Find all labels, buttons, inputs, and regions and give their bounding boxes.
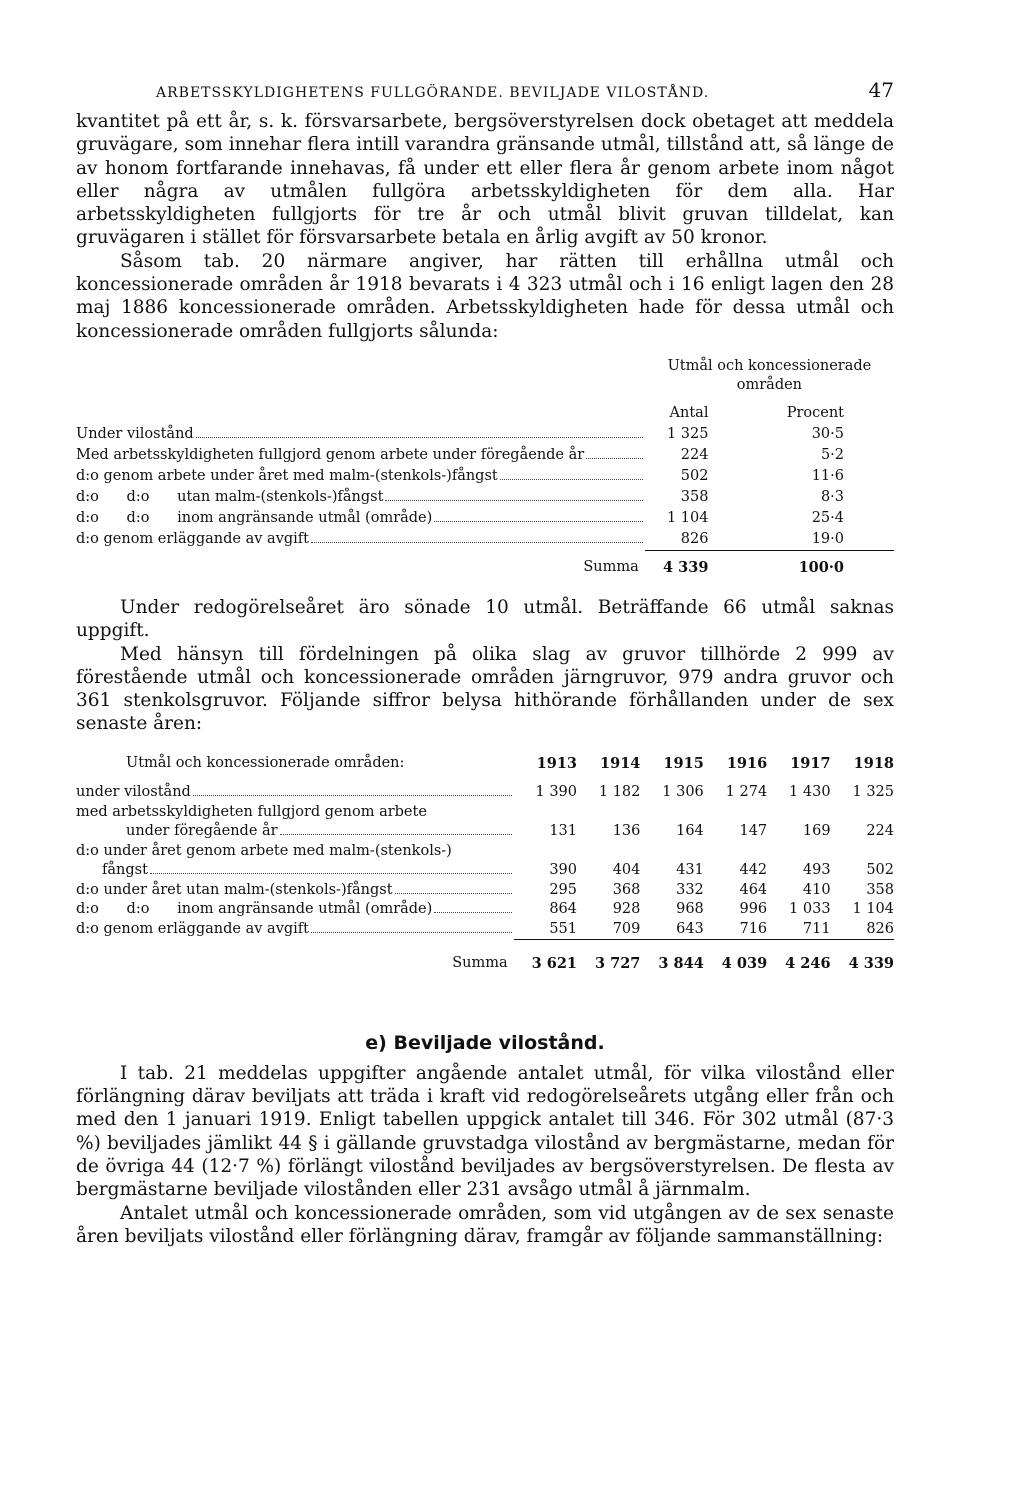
table-row <box>76 487 894 508</box>
table-row <box>76 508 894 529</box>
table2-row-label: under vilostånd <box>76 784 191 801</box>
table2-value: 1 325 <box>852 784 894 801</box>
table-row <box>76 529 894 551</box>
table2-row-label: d:o genom erläggande av avgift <box>76 921 310 938</box>
table-row <box>76 424 894 445</box>
running-title: ARBETSSKYLDIGHETENS FULLGÖRANDE. BEVILJADE VILOSTÅND. <box>156 85 710 101</box>
table1-row-label: d:o d:o utan malm-(stenkols-)fångst <box>76 488 384 505</box>
table2-year: 1914 <box>600 754 641 772</box>
table2-year: 1916 <box>726 754 768 772</box>
table-row <box>76 466 894 487</box>
table2-total: 3 621 <box>531 955 577 973</box>
table2-value: 1 390 <box>535 784 577 801</box>
table2-value: 968 <box>676 901 704 918</box>
table1-antal: 358 <box>680 488 709 505</box>
table2-value: 295 <box>549 881 577 898</box>
table1-total-antal: 4 339 <box>663 558 709 576</box>
table1-procent: 8·3 <box>820 488 844 505</box>
table2-total: 4 246 <box>785 955 831 973</box>
table1-antal: 1 104 <box>666 509 709 526</box>
table2-value: 442 <box>739 862 768 879</box>
table2-value: 131 <box>549 823 577 840</box>
table2-value: 1 274 <box>725 784 768 801</box>
table2-total: 4 039 <box>721 955 768 973</box>
table2-value: 358 <box>866 881 894 898</box>
table1-total-label: Summa <box>583 558 639 575</box>
table2-value: 136 <box>612 823 641 840</box>
paragraph-5: I tab. 21 meddelas uppgifter angående antalet utmål, för vilka vilostånd eller förlängning därav beviljats att träda i kraft vid redogörelseårets utgång eller från och med den 1 januari 1919. Enligt tabellen uppgick antalet till 346. För 302 utmål (87·3 %) beviljades jämlikt 44 § i gällande gruvstadga vilostånd av bergmästarne, medan för de övriga 44 (12·7 %) förlängt vilostånd beviljades av bergsöverstyrelsen. De flesta av bergmästarne beviljade vilostånden eller 231 avsågo utmål å järnmalm. <box>76 1062 894 1201</box>
table2-row-label-line1: med arbetsskyldigheten fullgjord genom arbete <box>76 803 427 820</box>
table2-value: 410 <box>802 881 831 898</box>
table2-year: 1917 <box>790 754 831 772</box>
table-six-years <box>76 754 894 974</box>
table2-value: 826 <box>831 920 894 940</box>
section-heading: e) Beviljade vilostånd. <box>365 1031 605 1054</box>
table2-value: 164 <box>676 823 704 840</box>
table1-antal: 826 <box>645 529 757 551</box>
table1-procent: 11·6 <box>811 467 844 484</box>
table1-row-label: d:o genom erläggande av avgift <box>76 531 310 548</box>
table2-value: 1 033 <box>789 901 831 918</box>
table2-total: 3 844 <box>658 955 704 973</box>
table1-procent: 19·0 <box>756 529 894 551</box>
table1-row-label: d:o genom arbete under året med malm-(stenkols-)fångst <box>76 467 498 484</box>
table-row <box>76 900 894 920</box>
table2-year: 1913 <box>536 754 577 772</box>
table-row <box>76 920 894 940</box>
table1-antal: 1 325 <box>666 425 709 442</box>
table2-row-label: fångst <box>102 862 148 879</box>
table2-value: 404 <box>612 862 641 879</box>
table1-row-label: d:o d:o inom angränsande utmål (område) <box>76 509 433 526</box>
table2-value: 1 104 <box>852 901 894 918</box>
table1-group-header-1: Utmål och koncessionerade <box>667 357 872 374</box>
table1-col-procent: Procent <box>786 404 844 421</box>
paragraph-1: kvantitet på ett år, s. k. försvarsarbete, bergsöverstyrelsen dock obetaget att meddela gruvägare, som innehar flera intill varandra gränsande utmål, tillstånd att, så länge de av honom fortfarande innehavas, få under ett eller flera år genom arbete inom något eller några av utmålen fullgöra arbetsskyldigheten för dem alla. Har arbetsskyldigheten fullgjorts för tre år och utmål blivit gruvan tilldelat, kan gruvägaren i stället för försvarsarbete betala en årlig avgift av 50 kronor. <box>76 111 894 249</box>
running-header <box>156 78 894 102</box>
table1-group-header-2: områden <box>736 376 803 393</box>
table1-antal: 502 <box>680 467 709 484</box>
table1-total-procent: 100·0 <box>798 558 844 576</box>
page-number: 47 <box>868 78 894 102</box>
table2-value: 1 430 <box>789 784 831 801</box>
table2-value: 390 <box>549 862 577 879</box>
table2-value: 716 <box>704 920 767 940</box>
paragraph-3: Under redogörelseåret äro sönade 10 utmål. Beträffande 66 utmål saknas uppgift. <box>76 596 894 642</box>
table1-procent: 5·2 <box>820 446 844 463</box>
table2-row-label: d:o d:o inom angränsande utmål (område) <box>76 901 433 918</box>
table2-value: 224 <box>866 823 894 840</box>
table2-value: 996 <box>739 901 768 918</box>
table1-col-antal: Antal <box>669 404 709 421</box>
table2-row-label: under föregående år <box>126 823 278 840</box>
table2-year: 1918 <box>853 754 894 772</box>
paragraph-4: Med hänsyn till fördelningen på olika slag av gruvor tillhörde 2 999 av förestående utmål och koncessionerade områden järngruvor, 979 andra gruvor och 361 stenkolsgruvor. Följande siffror belysa hithörande förhållanden under de sex senaste åren: <box>76 643 894 735</box>
table2-value: 1 306 <box>662 784 704 801</box>
table2-value: 431 <box>676 862 704 879</box>
table1-antal: 224 <box>680 446 709 463</box>
table2-value: 332 <box>676 881 704 898</box>
table2-value: 551 <box>514 920 577 940</box>
paragraph-2: Såsom tab. 20 närmare angiver, har rätten till erhållna utmål och koncessionerade områden år 1918 bevarats i 4 323 utmål och i 16 enligt lagen den 28 maj 1886 koncessionerade områden. Arbetsskyldigheten hade för dessa utmål och koncessionerade områden fullgjorts sålunda: <box>76 250 894 342</box>
table2-total-label: Summa <box>452 955 508 972</box>
table2-header-label: Utmål och koncessionerade områden: <box>126 754 405 771</box>
table1-total-row <box>76 550 894 578</box>
table2-row-label-line1: d:o under året genom arbete med malm-(stenkols-) <box>76 842 452 859</box>
table2-value: 368 <box>612 881 641 898</box>
table2-total: 3 727 <box>594 955 641 973</box>
table-row <box>76 445 894 466</box>
table2-value: 493 <box>802 862 831 879</box>
table-row <box>76 803 894 842</box>
document-page <box>76 78 894 1248</box>
table1-row-label: Med arbetsskyldigheten fullgjord genom arbete under föregående år <box>76 446 585 463</box>
table2-total: 4 339 <box>848 955 894 973</box>
table2-value: 643 <box>640 920 703 940</box>
table2-year: 1915 <box>663 754 704 772</box>
table2-value: 147 <box>739 823 768 840</box>
table2-value: 928 <box>612 901 641 918</box>
table1-row-label: Under vilostånd <box>76 425 194 442</box>
paragraph-6: Antalet utmål och koncessionerade områden, som vid utgången av de sex senaste åren beviljats vilostånd eller förlängning därav, framgår av följande sammanställning: <box>76 1202 894 1247</box>
table2-value: 1 182 <box>598 784 641 801</box>
table1-procent: 30·5 <box>811 425 844 442</box>
table2-row-label: d:o under året utan malm-(stenkols-)fångst <box>76 881 393 898</box>
table-row <box>76 881 894 901</box>
table2-value: 169 <box>802 823 831 840</box>
table2-value: 709 <box>577 920 640 940</box>
table-fulfilment <box>76 357 894 578</box>
table-row <box>76 783 894 803</box>
table2-value: 711 <box>767 920 830 940</box>
table-row <box>76 842 894 881</box>
table2-value: 502 <box>866 862 894 879</box>
table2-total-row <box>76 940 894 974</box>
table2-value: 464 <box>739 881 768 898</box>
table2-value: 864 <box>549 901 577 918</box>
table1-procent: 25·4 <box>811 509 844 526</box>
